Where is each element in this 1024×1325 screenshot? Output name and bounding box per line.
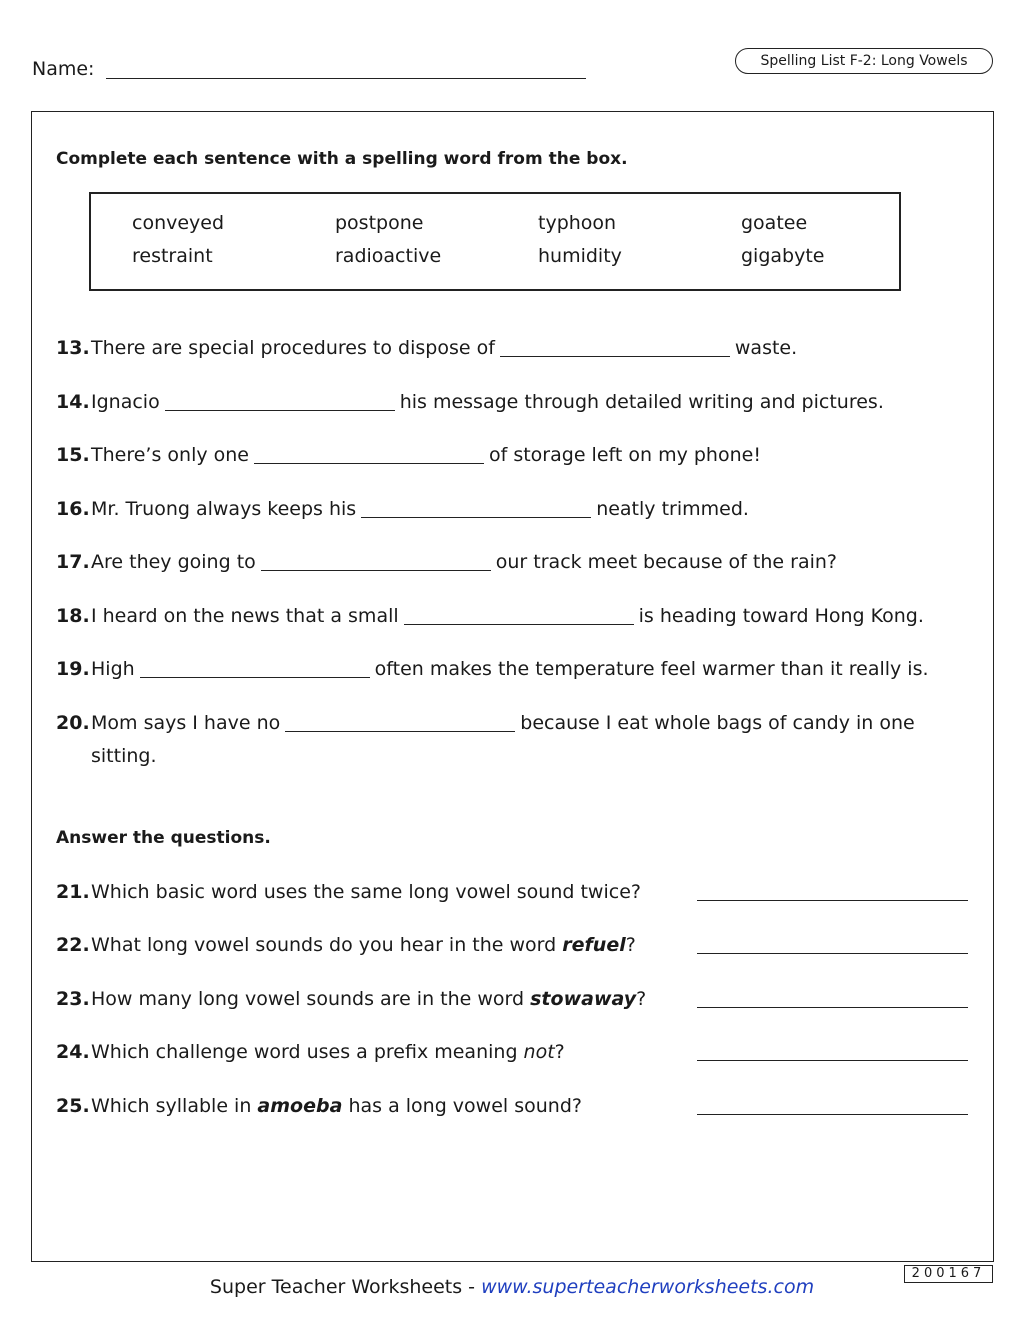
- answer-blank[interactable]: [500, 337, 730, 357]
- word-bank-word: radioactive: [335, 245, 442, 267]
- section2-heading: Answer the questions.: [56, 828, 271, 848]
- sentence-text: There are special procedures to dispose of: [91, 337, 495, 359]
- sentence-continuation: sitting.: [91, 745, 157, 767]
- question-text: Which syllable in: [91, 1095, 258, 1117]
- sentence-text: There’s only one: [91, 444, 249, 466]
- question-item: [56, 1095, 582, 1117]
- item-number: 13.: [56, 337, 90, 359]
- answer-line[interactable]: [697, 1114, 968, 1115]
- question-text: Which basic word uses the same long vowel sound twice?: [91, 881, 641, 903]
- item-number: 21.: [56, 881, 90, 903]
- sentence-text: Ignacio: [91, 391, 160, 413]
- question-text: Which challenge word uses a prefix meaning: [91, 1041, 524, 1063]
- sentence-item: [56, 712, 915, 734]
- word-bank-word: goatee: [741, 212, 808, 234]
- sentence-text: because I eat whole bags of candy in one: [520, 712, 915, 734]
- word-bank-word: conveyed: [132, 212, 225, 234]
- item-number: 23.: [56, 988, 90, 1010]
- answer-line[interactable]: [697, 900, 968, 901]
- footer-brand: Super Teacher Worksheets -: [209, 1276, 482, 1298]
- worksheet-code: 200167: [904, 1265, 993, 1283]
- word-bank-word: gigabyte: [741, 245, 825, 267]
- sentence-text: I heard on the news that a small: [91, 605, 399, 627]
- answer-blank[interactable]: [254, 444, 484, 464]
- key-word: amoeba: [257, 1095, 343, 1117]
- word-bank-word: typhoon: [538, 212, 617, 234]
- answer-line[interactable]: [697, 1007, 968, 1008]
- name-line[interactable]: [106, 78, 586, 79]
- item-number: 16.: [56, 498, 90, 520]
- item-number: 15.: [56, 444, 90, 466]
- sentence-text: Are they going to: [91, 551, 256, 573]
- question-text: has a long vowel sound?: [342, 1095, 582, 1117]
- list-badge: Spelling List F-2: Long Vowels: [735, 48, 993, 74]
- question-text: ?: [636, 988, 647, 1010]
- sentence-item: [56, 444, 761, 466]
- section1-heading: Complete each sentence with a spelling word from the box.: [56, 149, 628, 169]
- sentence-item: [56, 605, 924, 627]
- question-text: How many long vowel sounds are in the word: [91, 988, 531, 1010]
- answer-blank[interactable]: [404, 605, 634, 625]
- item-number: 14.: [56, 391, 90, 413]
- sentence-text: neatly trimmed.: [596, 498, 749, 520]
- word-bank-word: humidity: [538, 245, 622, 267]
- sentence-text: Mr. Truong always keeps his: [91, 498, 357, 520]
- question-text: ?: [625, 934, 636, 956]
- item-number: 22.: [56, 934, 90, 956]
- item-number: 25.: [56, 1095, 90, 1117]
- question-text: What long vowel sounds do you hear in the word: [91, 934, 563, 956]
- sentence-item: [56, 337, 797, 359]
- question-text: ?: [554, 1041, 565, 1063]
- footer: [0, 1276, 1024, 1298]
- item-number: 18.: [56, 605, 90, 627]
- sentence-item: [56, 658, 929, 680]
- word-bank-word: postpone: [335, 212, 424, 234]
- word-bank-word: restraint: [132, 245, 213, 267]
- question-item: [56, 881, 641, 903]
- item-number: 24.: [56, 1041, 90, 1063]
- sentence-text: often makes the temperature feel warmer than it really is.: [374, 658, 929, 680]
- answer-blank[interactable]: [140, 658, 370, 678]
- key-word: stowaway: [530, 988, 637, 1010]
- item-number: 17.: [56, 551, 90, 573]
- sentence-text: Mom says I have no: [91, 712, 281, 734]
- answer-line[interactable]: [697, 1060, 968, 1061]
- question-item: [56, 934, 636, 956]
- question-item: [56, 1041, 565, 1063]
- footer-link[interactable]: www.superteacherworksheets.com: [481, 1276, 815, 1298]
- key-word: refuel: [562, 934, 626, 956]
- sentence-item: [56, 498, 749, 520]
- word-bank-box: [89, 192, 901, 291]
- item-number: 20.: [56, 712, 90, 734]
- sentence-text: waste.: [734, 337, 798, 359]
- answer-blank[interactable]: [261, 551, 491, 571]
- key-word: not: [523, 1041, 555, 1063]
- name-label: Name:: [32, 58, 95, 80]
- sentence-text: High: [91, 658, 135, 680]
- sentence-text: of storage left on my phone!: [488, 444, 761, 466]
- sentence-item: [56, 551, 837, 573]
- sentence-text: his message through detailed writing and pictures.: [399, 391, 884, 413]
- sentence-text: is heading toward Hong Kong.: [638, 605, 924, 627]
- item-number: 19.: [56, 658, 90, 680]
- answer-blank[interactable]: [361, 498, 591, 518]
- sentence-text: our track meet because of the rain?: [495, 551, 837, 573]
- sentence-item: [56, 391, 884, 413]
- answer-blank[interactable]: [165, 391, 395, 411]
- answer-blank[interactable]: [285, 712, 515, 732]
- question-item: [56, 988, 646, 1010]
- answer-line[interactable]: [697, 953, 968, 954]
